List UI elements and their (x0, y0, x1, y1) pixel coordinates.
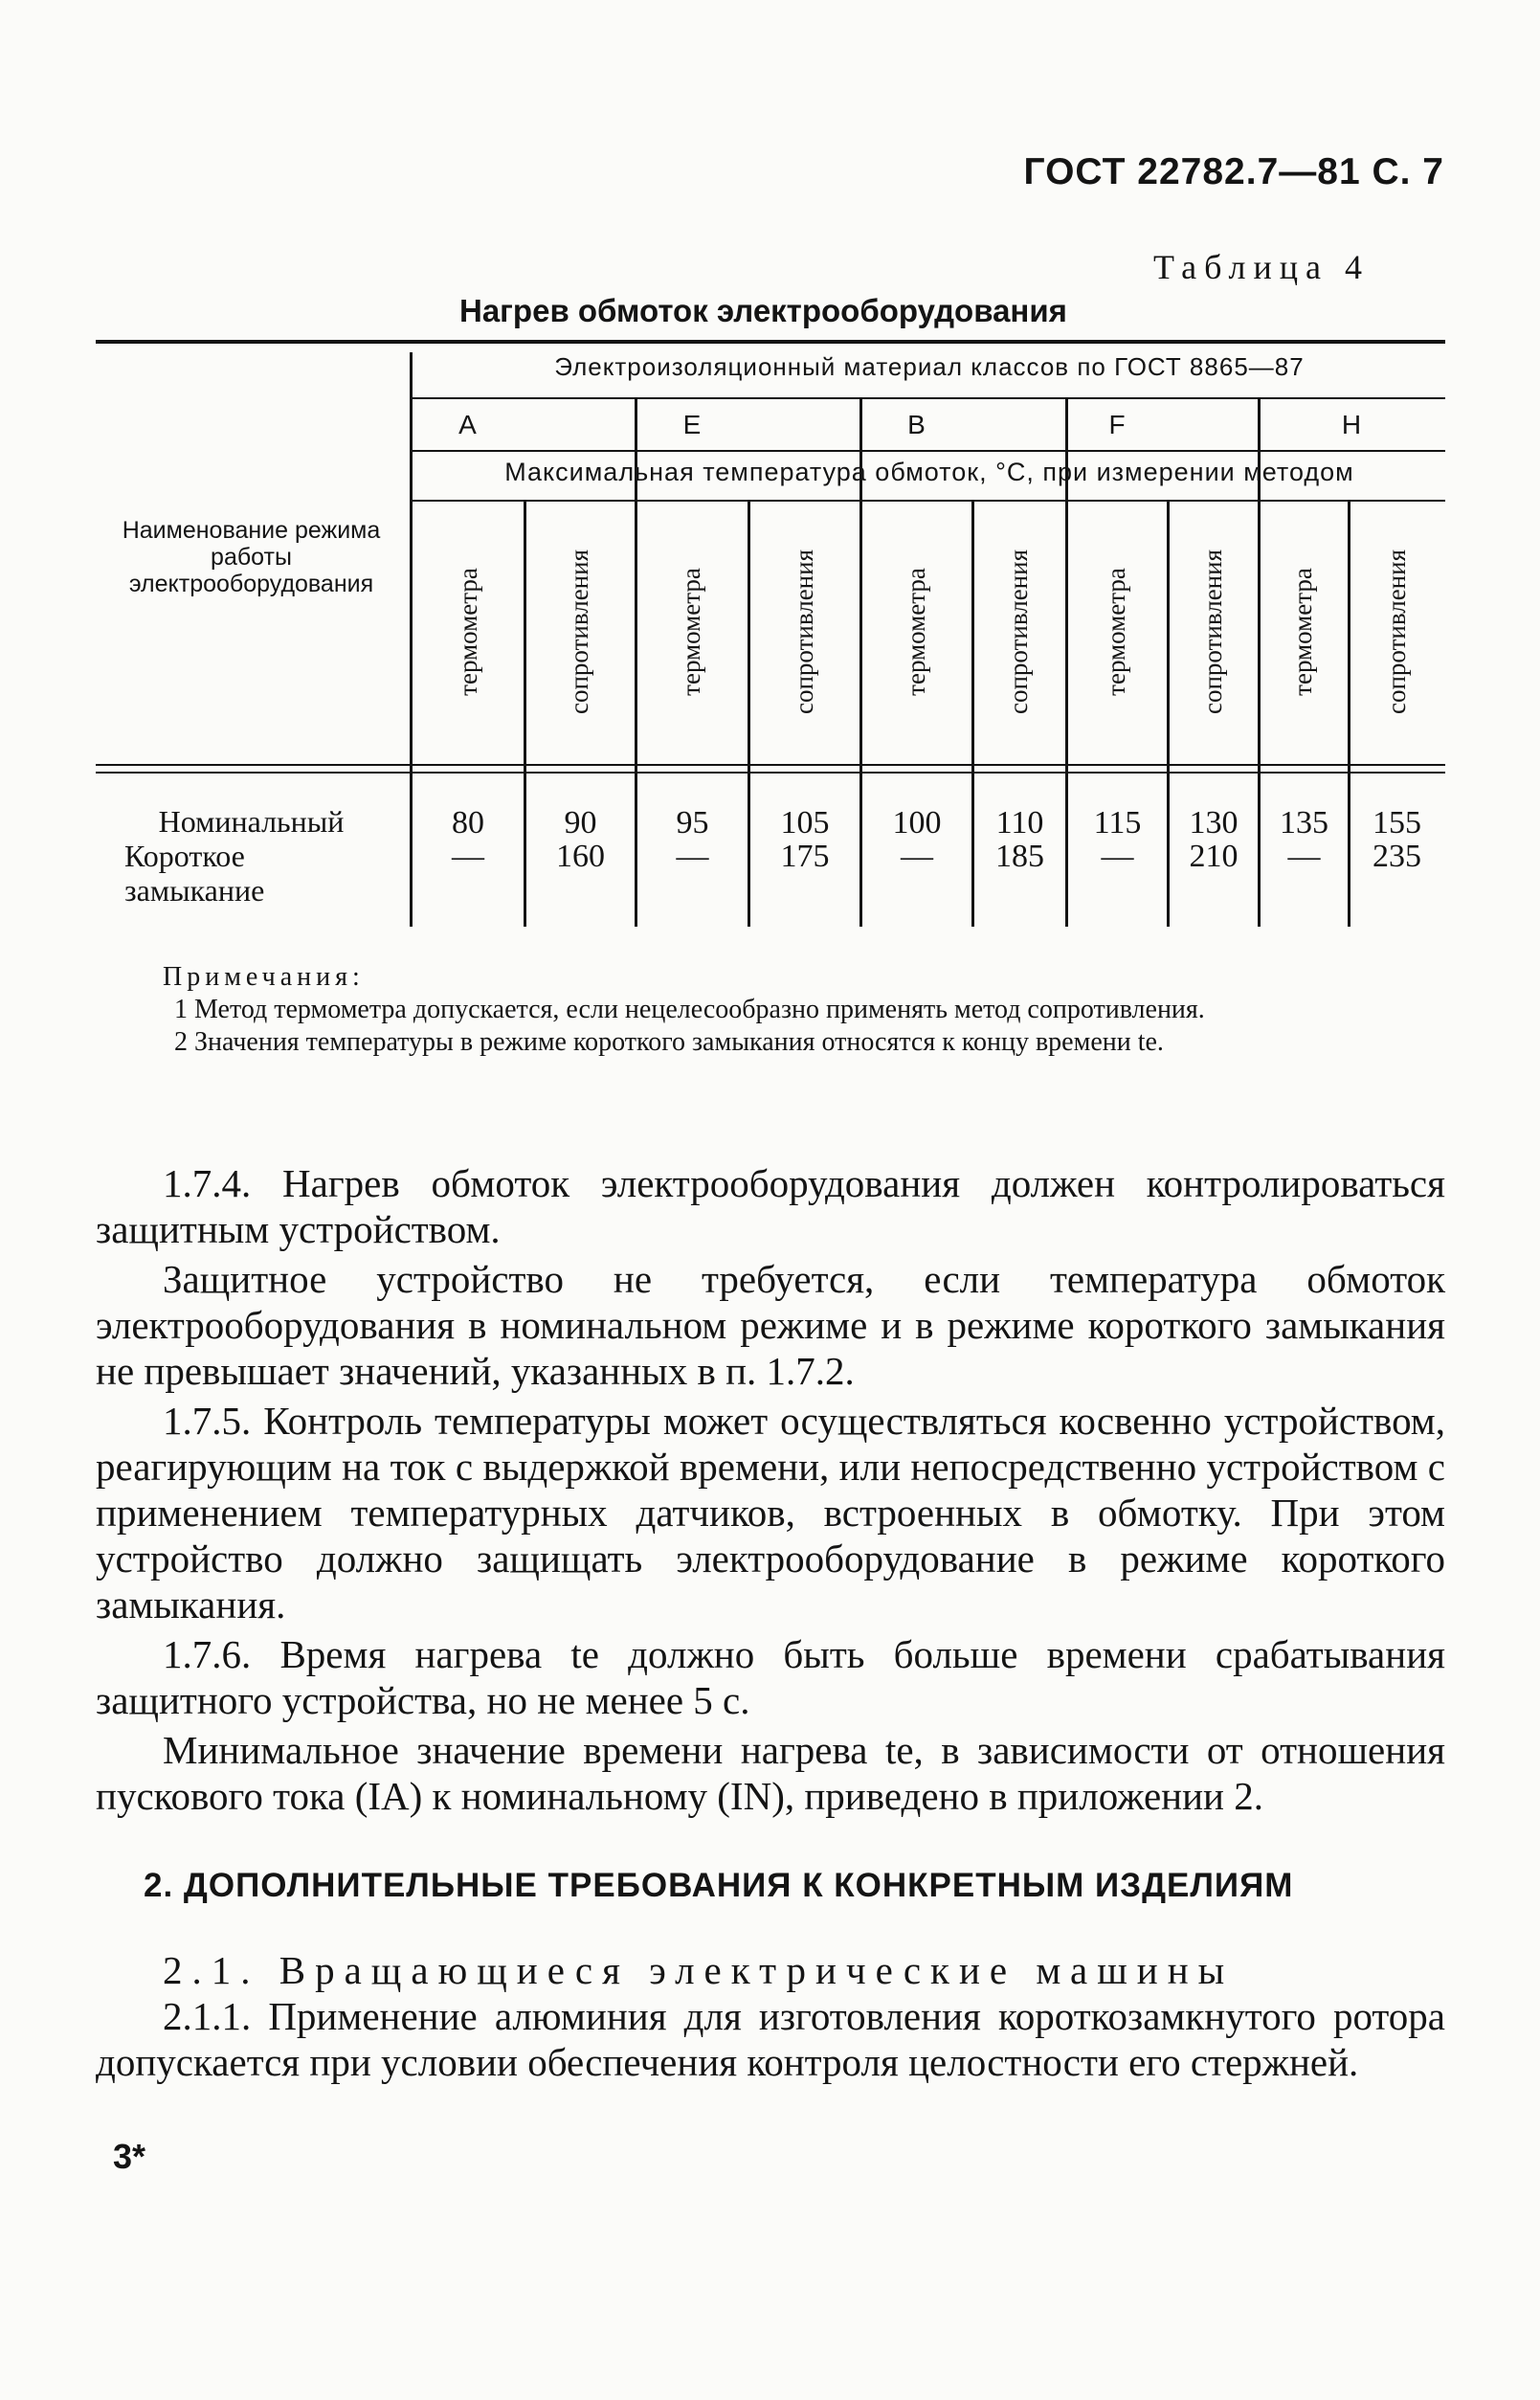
table-cell: 155 (1373, 805, 1421, 841)
table-cell: 105 (780, 805, 830, 841)
table-cell: — (901, 839, 933, 874)
table-cell: 235 (1373, 839, 1421, 874)
row-name-nominal: Номинальный (158, 804, 345, 839)
method-label: сопротивления (1004, 550, 1033, 714)
method-label: термометра (902, 568, 930, 696)
table-rule (412, 500, 1445, 502)
table-label: Таблица 4 (1153, 248, 1370, 286)
table-cell: 80 (452, 805, 484, 841)
table-cell: 95 (676, 805, 709, 841)
table-cell: 115 (1093, 805, 1142, 841)
table-cell: 185 (995, 839, 1044, 874)
section-heading: 2. ДОПОЛНИТЕЛЬНЫЕ ТРЕБОВАНИЯ К КОНКРЕТНЫМ ИЗДЕЛИЯМ (144, 1867, 1294, 1904)
table-cell: — (1101, 839, 1134, 874)
table-header-rule (96, 764, 1445, 766)
class-h-header: H (1341, 410, 1363, 439)
class-e-header: E (682, 410, 703, 439)
row-header: Наименование режима работы электрооборудования (122, 517, 381, 597)
paragraph: 2.1.1. Применение алюминия для изготовления короткозамкнутого ротора допускается при условии обеспечения контроля целостности его стержней. (96, 1994, 1445, 2084)
note-item: 1 Метод термометра допускается, если нецелесообразно применять метод сопротивления. (174, 995, 1205, 1024)
paragraph: Минимальное значение времени нагрева te, в зависимости от отношения пускового тока (IA) к номинальному (IN), приведено в приложении 2. (96, 1728, 1445, 1818)
method-label: термометра (1288, 568, 1317, 696)
method-label: сопротивления (1382, 550, 1411, 714)
subsection-heading: 2.1. Вращающиеся электрические машины (163, 1948, 1235, 1992)
table-caption: Нагрев обмоток электрооборудования (459, 293, 1067, 328)
notes-title: Примечания: (163, 962, 365, 992)
notes (163, 961, 1445, 1059)
note-item: 2 Значения температуры в режиме короткого замыкания относятся к концу времени te. (174, 1027, 1164, 1057)
table-cell: — (1287, 839, 1321, 874)
class-a-header: A (458, 410, 478, 439)
section-body (96, 1947, 1445, 2085)
running-header: ГОСТ 22782.7—81 С. 7 (1023, 151, 1444, 192)
paragraph: Защитное устройство не требуется, если температура обмоток электрооборудования в номинальном режиме и в режиме короткого замыкания не превышает значений, указанных в п. 1.7.2. (96, 1257, 1445, 1393)
table-cell: 110 (995, 805, 1044, 841)
table-cell: 160 (556, 839, 605, 874)
table-cell: 135 (1280, 805, 1328, 841)
method-label: сопротивления (565, 550, 593, 714)
class-f-header: F (1108, 410, 1127, 439)
method-label: сопротивления (790, 550, 818, 714)
class-b-header: B (907, 410, 926, 439)
table-cell: — (452, 839, 484, 874)
material-group-header: Электроизоляционный материал классов по ГОСТ 8865—87 (554, 352, 1305, 381)
table-cell: 175 (780, 839, 830, 874)
row-name-short-circuit-text: Короткое замыкание (124, 839, 265, 908)
method-label: сопротивления (1198, 550, 1227, 714)
table-header-rule (96, 772, 1445, 774)
body-text (96, 1160, 1445, 1819)
row-name-short-circuit (96, 839, 407, 908)
method-label: термометра (1102, 568, 1130, 696)
paragraph: 1.7.4. Нагрев обмоток электрооборудования должен контролироваться защитным устройством. (96, 1161, 1445, 1251)
table-cell: 100 (892, 805, 942, 841)
table-rule (412, 397, 1445, 399)
page-signature: 3* (113, 2137, 146, 2176)
table-cell: 130 (1189, 805, 1239, 841)
table-cell: 210 (1189, 839, 1239, 874)
paragraph: 1.7.6. Время нагрева te должно быть больше времени срабатывания защитного устройства, но не менее 5 с. (96, 1632, 1445, 1722)
table-cell: — (676, 839, 709, 874)
method-label: термометра (454, 568, 482, 696)
method-label: термометра (677, 568, 705, 696)
method-header: Максимальная температура обмоток, °С, при измерении методом (504, 458, 1354, 486)
table-cell: 90 (564, 805, 597, 841)
table-top-rule (96, 340, 1445, 344)
table-rule (412, 450, 1445, 452)
paragraph: 1.7.5. Контроль температуры может осуществляться косвенно устройством, реагирующим на ток с выдержкой времени, или непосредственно устройством с применением температурных датчиков, встроенных в обмотку. При этом устройство должно защищать электрооборудование в режиме короткого замыкания. (96, 1399, 1445, 1626)
